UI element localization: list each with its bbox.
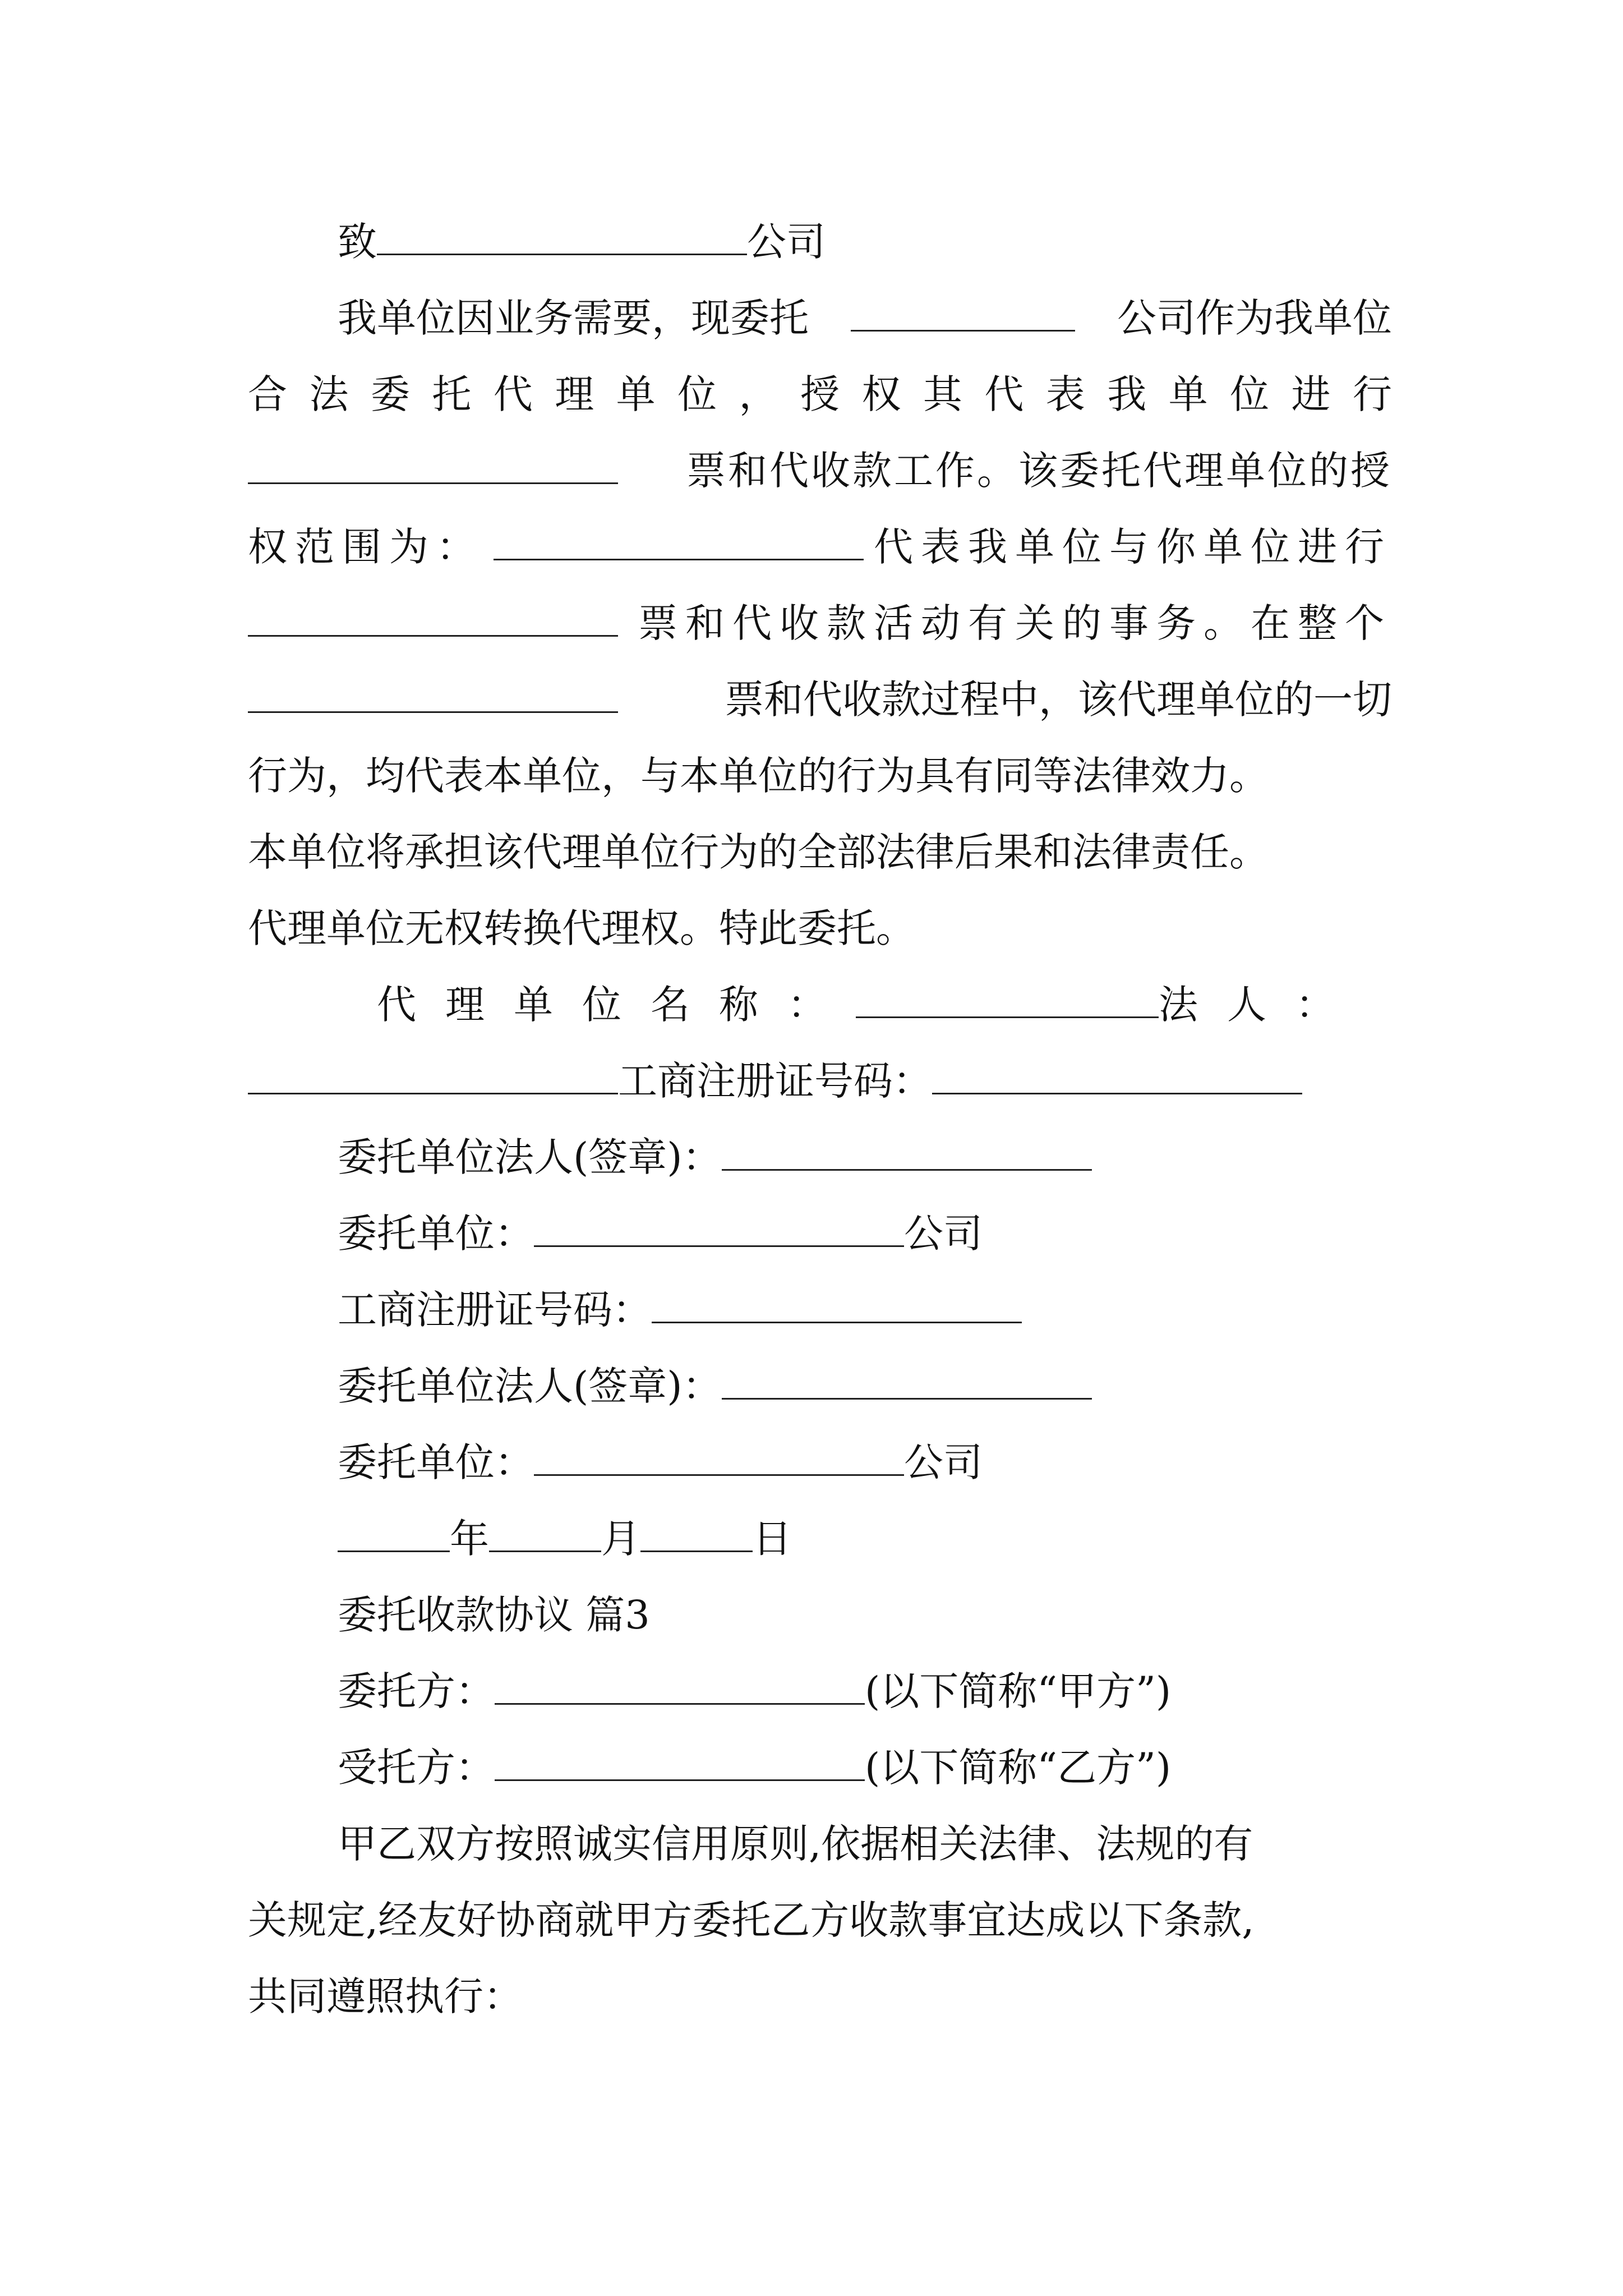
scope-blank: [494, 523, 864, 560]
party-a-line: [338, 1666, 1392, 1717]
text-segment: 代表我单位与你单位进行: [874, 524, 1392, 570]
text-segment: 票和代收款过程中，该代理单位的一切: [725, 677, 1392, 723]
month-label: 月: [601, 1516, 640, 1562]
addressee-suffix: 公司: [747, 219, 826, 265]
text-segment: 法人：: [1159, 982, 1364, 1028]
paragraph-line: [338, 293, 1392, 343]
client-unit-blank: [534, 1438, 904, 1476]
text-segment: 共同遵照执行：: [248, 1973, 523, 2019]
client-unit-line: [338, 1437, 1392, 1488]
signature-line: [338, 1361, 1392, 1411]
text-segment: 代理单位名称：: [377, 982, 856, 1028]
party-b-line: [338, 1742, 1392, 1793]
signature-blank: [722, 1133, 1092, 1171]
text-segment: 合法委托代理单位，授权其代表我单位进行: [248, 371, 1392, 417]
text-segment: 甲乙双方按照诚实信用原则,依据相关法律、法规的有: [338, 1821, 1253, 1867]
paragraph-line: [248, 369, 1392, 420]
agent-name-blank: [856, 981, 1159, 1018]
text-segment: 代理单位无权转换代理权。特此委托。: [248, 905, 915, 951]
text-segment: 关规定,经友好协商就甲方委托乙方收款事宜达成以下条款,: [248, 1897, 1255, 1943]
text-segment: 公司: [904, 1439, 983, 1485]
date-line: [338, 1513, 1392, 1564]
text-segment: 委托单位：: [338, 1439, 534, 1485]
company-blank: [377, 218, 747, 255]
client-unit-line: [338, 1208, 1392, 1259]
paragraph-line: [248, 903, 1392, 954]
section-title: 委托收款协议 篇3: [338, 1592, 650, 1638]
registration-blank: [932, 1057, 1302, 1094]
year-label: 年: [450, 1516, 489, 1562]
signature-blank: [722, 1362, 1092, 1400]
day-label: 日: [753, 1516, 792, 1562]
addressee-prefix: 致: [338, 219, 377, 265]
paragraph-line: [248, 1971, 1392, 2022]
client-unit-blank: [534, 1209, 904, 1247]
text-segment: 委托方：: [338, 1668, 495, 1714]
registration-blank: [652, 1286, 1022, 1323]
text-segment: 公司作为我单位: [1117, 295, 1392, 341]
party-b-blank: [495, 1743, 865, 1781]
signature-line: [338, 1132, 1392, 1182]
section-heading: [338, 1590, 1392, 1640]
paragraph-line: [248, 598, 1392, 648]
blank-field: [248, 599, 618, 637]
paragraph-line: [248, 522, 1392, 572]
agent-name-line: [377, 979, 1364, 1030]
year-blank: [338, 1515, 450, 1552]
text-segment: 公司: [904, 1211, 983, 1257]
text-segment: 工商注册证号码：: [618, 1058, 932, 1104]
text-segment: 行为，均代表本单位，与本单位的行为具有同等法律效力。: [248, 753, 1269, 799]
text-segment: 票和代收款工作。该委托代理单位的授: [686, 448, 1392, 494]
paragraph-line: [248, 1895, 1392, 1945]
paragraph-line: [248, 674, 1392, 725]
legal-person-blank: [248, 1057, 618, 1094]
paragraph-line: [338, 1819, 1392, 1869]
text-segment: 委托单位：: [338, 1211, 534, 1257]
day-blank: [640, 1515, 753, 1552]
month-blank: [489, 1515, 601, 1552]
text-segment: 本单位将承担该代理单位行为的全部法律后果和法律责任。: [248, 829, 1269, 875]
text-segment: 工商注册证号码：: [338, 1287, 652, 1333]
agent-company-blank: [851, 294, 1075, 332]
blank-field: [248, 675, 618, 713]
text-segment: (以下简称“乙方”): [865, 1745, 1172, 1791]
registration-line: [338, 1285, 1392, 1335]
paragraph-line: [248, 827, 1392, 877]
text-segment: 委托单位法人(签章)：: [338, 1363, 722, 1409]
paragraph-line: [248, 751, 1392, 801]
text-segment: 权范围为：: [248, 524, 483, 570]
text-segment: 委托单位法人(签章)：: [338, 1134, 722, 1180]
text-segment: (以下简称“甲方”): [865, 1668, 1172, 1714]
blank-field: [248, 447, 618, 484]
text-segment: 票和代收款活动有关的事务。在整个: [638, 600, 1392, 646]
paragraph-line: [248, 445, 1392, 496]
registration-line: [248, 1056, 1392, 1106]
text-segment: 受托方：: [338, 1745, 495, 1791]
party-a-blank: [495, 1667, 865, 1705]
text-segment: 我单位因业务需要，现委托: [338, 295, 809, 341]
addressee-line: [338, 217, 1392, 267]
